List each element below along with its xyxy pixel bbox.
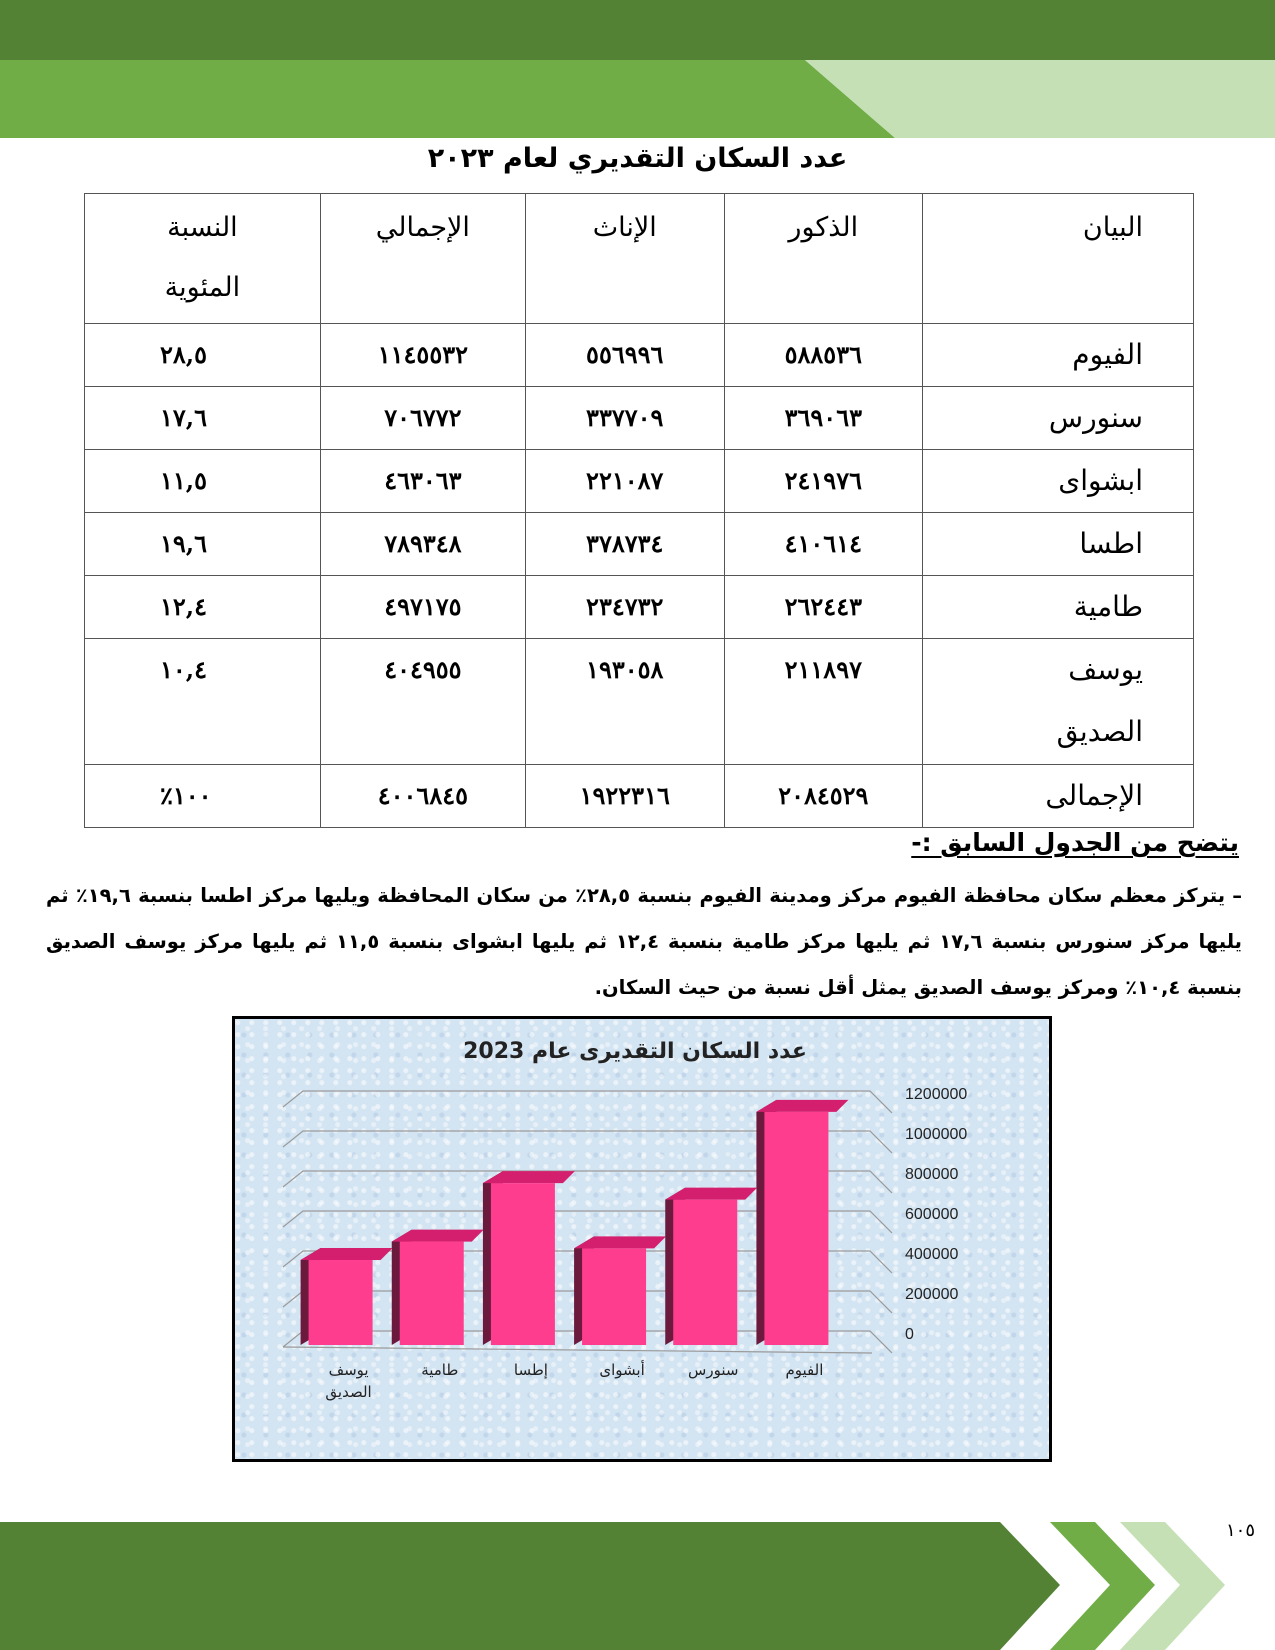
- row-label-line1: يوسف: [1068, 653, 1143, 686]
- row-label: طامية: [923, 576, 1194, 639]
- row-male: ٣٦٩٠٦٣: [724, 387, 923, 450]
- chart-container: [232, 1016, 1052, 1462]
- row-female: ٥٥٦٩٩٦: [525, 324, 724, 387]
- row-percent: ١٠,٤: [85, 639, 321, 765]
- total-male: ٢٠٨٤٥٢٩: [724, 765, 923, 828]
- row-male: ٢٤١٩٧٦: [724, 450, 923, 513]
- x-tick-label: إطسا: [513, 1361, 548, 1379]
- row-female: ٢٢١٠٨٧: [525, 450, 724, 513]
- table-row: [85, 387, 1194, 450]
- row-label-line2: الصديق: [1056, 715, 1143, 748]
- table-row: [85, 639, 1194, 765]
- row-total: ٤٩٧١٧٥: [320, 576, 525, 639]
- row-percent: ١٩,٦: [85, 513, 321, 576]
- row-total: ٧٠٦٧٧٢: [320, 387, 525, 450]
- row-female: ٣٣٧٧٠٩: [525, 387, 724, 450]
- row-total: ٤٦٣٠٦٣: [320, 450, 525, 513]
- total-total: ٤٠٠٦٨٤٥: [320, 765, 525, 828]
- x-tick-label: طامية: [421, 1361, 459, 1379]
- row-female: ١٩٣٠٥٨: [525, 639, 724, 765]
- bar-chart: [235, 1019, 1049, 1459]
- page-number: ١٠٥: [1225, 1520, 1255, 1541]
- header-female: الإناث: [525, 194, 724, 324]
- y-tick-label: 1200000: [905, 1086, 968, 1103]
- header-banner: [0, 0, 1275, 140]
- header-male: الذكور: [724, 194, 923, 324]
- row-female: ٣٧٨٧٣٤: [525, 513, 724, 576]
- table-total-row: [85, 765, 1194, 828]
- sub-heading: يتضح من الجدول السابق :-: [911, 828, 1239, 857]
- row-label: سنورس: [923, 387, 1194, 450]
- analysis-paragraph: – يتركز معظم سكان محافظة الفيوم مركز ومدينة الفيوم بنسبة ٢٨,٥٪ من سكان المحافظة ويليها مركز اطسا بنسبة ١٩,٦٪ ثم يليها مركز سنورس بنسبة ١٧,٦ ثم يليها مركز طامية بنسبة ١٢,٤ ثم يليها ابشواى بنسبة ١١,٥ ثم يليها مركز يوسف الصديق بنسبة ١٠,٤٪ ومركز يوسف الصديق يمثل أقل نسبة من حيث السكان.: [46, 884, 1242, 999]
- x-tick-label: الفيوم: [785, 1361, 824, 1379]
- bar: [491, 1183, 555, 1345]
- table-title: عدد السكان التقديري لعام ٢٠٢٣: [427, 143, 848, 174]
- x-tick-label: سنورس: [688, 1361, 739, 1379]
- chart-y-ticks: [905, 1086, 967, 1343]
- x-tick-label: أبشواى: [599, 1361, 645, 1379]
- bar: [582, 1248, 646, 1345]
- table-row: [85, 513, 1194, 576]
- y-tick-label: 400000: [905, 1246, 959, 1263]
- row-male: ٤١٠٦١٤: [724, 513, 923, 576]
- row-percent: ١١,٥: [85, 450, 321, 513]
- bar: [309, 1260, 373, 1345]
- bar: [400, 1242, 464, 1345]
- row-label: ابشواى: [923, 450, 1194, 513]
- bar-top: [665, 1188, 757, 1200]
- population-table: [84, 193, 1194, 828]
- row-percent: ١٢,٤: [85, 576, 321, 639]
- row-label: اطسا: [923, 513, 1194, 576]
- x-tick-label: يوسف: [328, 1361, 369, 1379]
- y-tick-label: 600000: [905, 1206, 959, 1223]
- header-percent: [85, 194, 321, 324]
- table-header-row: [85, 194, 1194, 324]
- row-percent: ٢٨,٥: [85, 324, 321, 387]
- bar-top: [301, 1248, 393, 1260]
- bar-top: [392, 1230, 484, 1242]
- total-female: ١٩٢٢٣١٦: [525, 765, 724, 828]
- y-tick-label: 200000: [905, 1286, 959, 1303]
- header-percent-line1: النسبة: [167, 212, 238, 243]
- table-row: [85, 324, 1194, 387]
- total-percent: ١٠٠٪: [85, 765, 321, 828]
- floor-edge: [283, 1347, 872, 1353]
- row-percent: ١٧,٦: [85, 387, 321, 450]
- x-tick-label: الصديق: [325, 1383, 372, 1401]
- chart-x-labels: [325, 1360, 823, 1401]
- row-male: ٢٦٢٤٤٣: [724, 576, 923, 639]
- row-total: ١١٤٥٥٣٢: [320, 324, 525, 387]
- bar: [673, 1200, 737, 1345]
- row-total: ٤٠٤٩٥٥: [320, 639, 525, 765]
- total-label: الإجمالى: [923, 765, 1194, 828]
- row-female: ٢٣٤٧٣٢: [525, 576, 724, 639]
- footer-banner: [0, 1515, 1275, 1650]
- header-percent-line2: المئوية: [164, 272, 241, 303]
- row-male: ٢١١٨٩٧: [724, 639, 923, 765]
- row-label: [923, 639, 1194, 765]
- y-tick-label: 1000000: [905, 1126, 968, 1143]
- row-male: ٥٨٨٥٣٦: [724, 324, 923, 387]
- bar-top: [756, 1100, 848, 1112]
- y-tick-label: 0: [905, 1326, 914, 1343]
- table-row: [85, 576, 1194, 639]
- row-total: ٧٨٩٣٤٨: [320, 513, 525, 576]
- bar-top: [574, 1236, 666, 1248]
- header-total: الإجمالي: [320, 194, 525, 324]
- header-label: البيان: [923, 194, 1194, 324]
- chart-bars: [301, 1100, 849, 1345]
- bar-top: [483, 1171, 575, 1183]
- bar: [764, 1112, 828, 1345]
- row-label: الفيوم: [923, 324, 1194, 387]
- chart-title: عدد السكان التقديرى عام 2023: [463, 1039, 807, 1064]
- y-tick-label: 800000: [905, 1166, 959, 1183]
- table-row: [85, 450, 1194, 513]
